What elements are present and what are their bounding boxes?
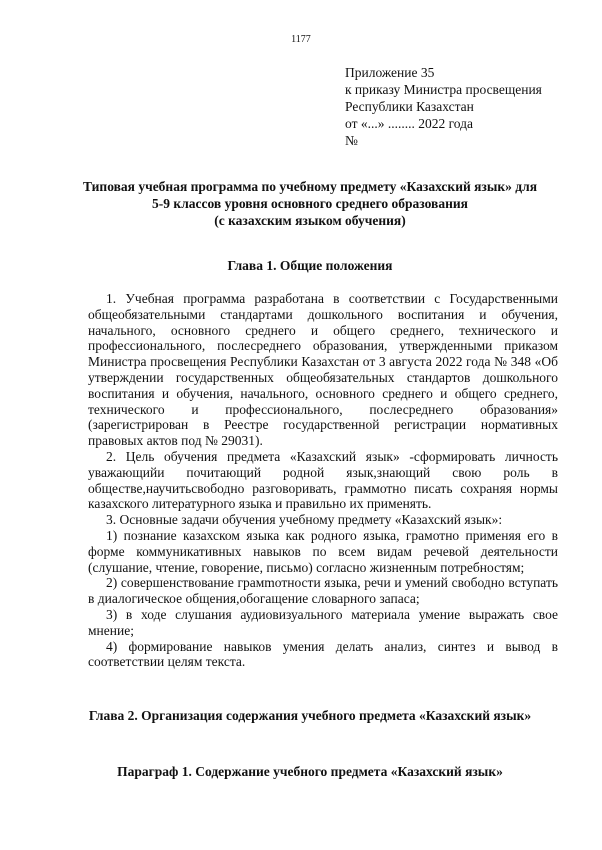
- title-line: 5-9 классов уровня основного среднего образования: [152, 196, 468, 211]
- appendix-line: №: [345, 133, 358, 148]
- appendix-block: [345, 64, 590, 149]
- list-item: 2) совершенствование грамmотности языка, речи и умений свободно вступать в диалогическое общения,обогащение словарного запаса;: [88, 575, 558, 607]
- list-item: 4) формирование навыков умения делать анализ, синтез и вывод в соответствии целям текста.: [88, 638, 558, 670]
- appendix-line: к приказу Министра просвещения: [345, 82, 542, 97]
- appendix-line: от «...» ........ 2022 года: [345, 116, 474, 131]
- chapter-2-heading: Глава 2. Организация содержания учебного предмета «Казахский язык»: [88, 708, 532, 723]
- paragraph-1-heading: Параграф 1. Содержание учебного предмета «Казахский язык»: [117, 764, 503, 779]
- chapter-1-body: [88, 291, 558, 670]
- page-number: 1177: [291, 34, 311, 45]
- chapter-1-heading: Глава 1. Общие положения: [227, 258, 393, 273]
- list-item: 1) познание казахском языка как родного языка, грамотно применяя его в форме коммуникативных навыков по всем видам речевой деятельности (слушание, чтение, говорение, письмо) согласно жизненным потребностям;: [88, 527, 558, 575]
- list-item: 3) в ходе слушания аудиовизуального материала умение выражать свое мнение;: [88, 606, 558, 638]
- paragraph: 1. Учебная программа разработана в соответствии с Государственными общеобязательными стандартами дошкольного воспитания и обучения, начального, основного среднего и общего среднего, технического и профессионального, послесреднего образования, утвержденными приказом Министра просвещения Республики Казахстан от 3 августа 2022 года № 348 «Об утверждении государственных общеобязательных стандартов дошкольного воспитания и обучения, начального, основного среднего и общего среднего, технического и профессионального, послесреднего образования» (зарегистрирован в Реестре государственной регистрации нормативных правовых актов под № 29031).: [88, 291, 558, 449]
- appendix-line: Республики Казахстан: [345, 99, 474, 114]
- document-title: [60, 178, 560, 229]
- title-line: (с казахским языком обучения): [214, 213, 406, 228]
- paragraph: 3. Основные задачи обучения учебному предмету «Казахский язык»:: [106, 512, 503, 528]
- paragraph: 2. Цель обучения предмета «Казахский язык» -сформировать личность уважающийи почитающий родной язык,знающий свою роль в обществе,научитьсвободно разговоривать, граммотно писать сохраняя нормы казахского литературного языка и правильно их применять.: [88, 448, 558, 512]
- appendix-line: Приложение 35: [345, 65, 435, 80]
- title-line: Типовая учебная программа по учебному предмету «Казахский язык» для: [82, 179, 538, 194]
